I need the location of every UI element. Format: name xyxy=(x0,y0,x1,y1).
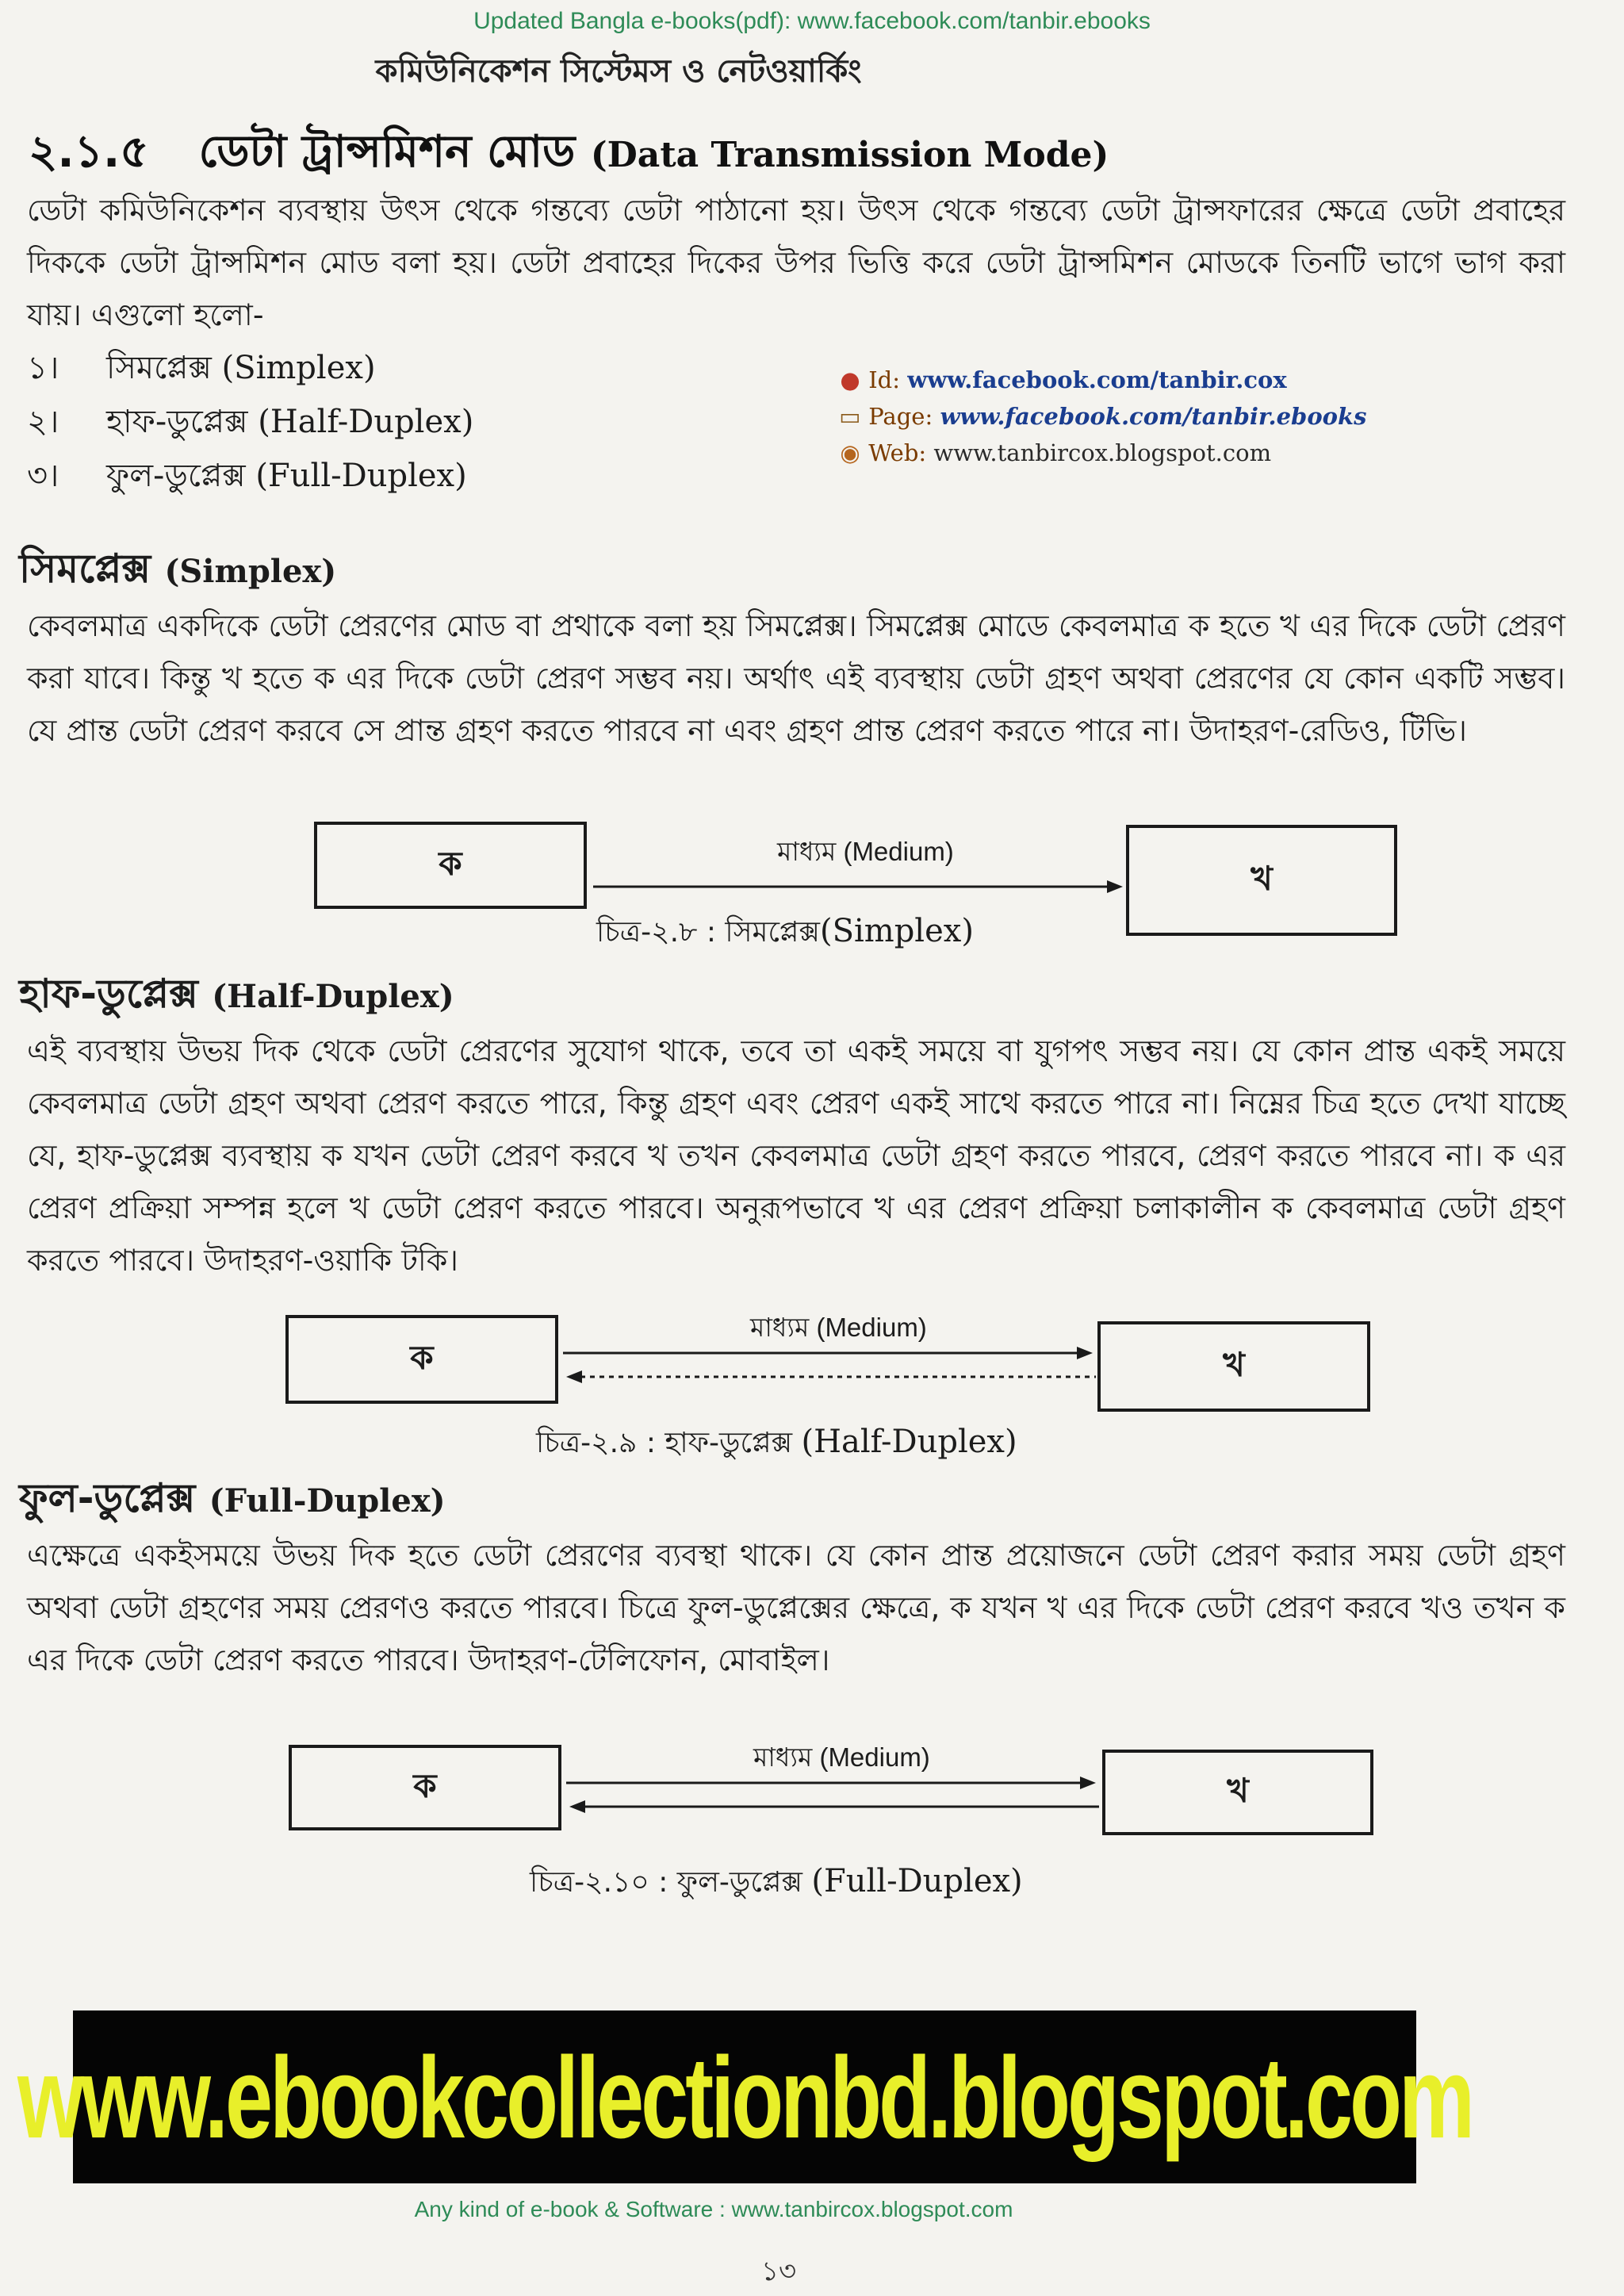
full-duplex-box-a-label: ক xyxy=(413,1765,437,1805)
half-duplex-box-b xyxy=(1097,1321,1370,1412)
promo-web-row[interactable] xyxy=(839,435,1366,471)
full-duplex-box-b xyxy=(1102,1750,1373,1835)
section-title xyxy=(29,117,1109,192)
half-duplex-heading xyxy=(19,964,454,1030)
list-number: ৩। xyxy=(27,458,59,494)
simplex-diagram-svg xyxy=(593,876,1124,899)
promo-web-link[interactable]: www.tanbircox.blogspot.com xyxy=(933,439,1272,466)
full-duplex-caption-en: (Full-Duplex) xyxy=(811,1863,1023,1899)
half-duplex-return-arrowhead xyxy=(566,1370,582,1383)
full-duplex-heading xyxy=(19,1469,446,1535)
full-duplex-diagram xyxy=(0,1729,1624,1856)
promo-id-link[interactable]: www.facebook.com/tanbir.cox xyxy=(907,366,1287,393)
half-duplex-heading-bn: হাফ-ডুপ্লেক্স xyxy=(19,971,198,1017)
half-duplex-heading-en: (Half-Duplex) xyxy=(212,978,454,1015)
promo-block xyxy=(839,362,1366,471)
simplex-box-b xyxy=(1126,825,1397,936)
half-duplex-medium-label: মাধ্যম (Medium) xyxy=(750,1313,927,1342)
list-item xyxy=(27,341,473,395)
simplex-medium-label: মাধ্যম (Medium) xyxy=(777,837,954,866)
full-duplex-heading-en: (Full-Duplex) xyxy=(209,1482,446,1520)
simplex-caption-en: (Simplex) xyxy=(819,913,974,949)
website-banner-text: www.ebookcollectionbd.blogspot.com xyxy=(17,2032,1473,2162)
half-duplex-box-a-label: ক xyxy=(410,1337,434,1377)
list-number: ১। xyxy=(27,350,59,386)
website-banner[interactable] xyxy=(17,2010,1473,2183)
full-duplex-diagram-svg xyxy=(566,1772,1099,1819)
simplex-heading-en: (Simplex) xyxy=(164,553,337,590)
simplex-heading-bn: সিমপ্লেক্স xyxy=(19,546,151,592)
half-duplex-caption-en: (Half-Duplex) xyxy=(801,1424,1017,1460)
half-duplex-forward-arrowhead xyxy=(1077,1347,1093,1359)
top-link[interactable]: Updated Bangla e-books(pdf): www.facebook.com/tanbir.ebooks xyxy=(473,8,1151,34)
simplex-heading xyxy=(19,539,336,605)
list-number: ২। xyxy=(27,404,59,440)
promo-page-label: Page: xyxy=(868,403,933,430)
simplex-box-a xyxy=(314,822,587,909)
half-duplex-box-a xyxy=(285,1315,558,1404)
intro-paragraph: ডেটা কমিউনিকেশন ব্যবস্থায় উৎস থেকে গন্তব্যে ডেটা পাঠানো হয়। উৎস থেকে গন্তব্যে ডেটা ট্রান্সফারের ক্ষেত্রে ডেটা প্রবাহের দিককে ডেটা ট্রান্সমিশন মোড বলা হয়। ডেটা প্রবাহের দিকের উপর ভিত্তি করে ডেটা ট্রান্সমিশন মোডকে তিনটি ভাগে ভাগ করা যায়। এগুলো হলো- xyxy=(27,193,1565,332)
pin-icon: ● xyxy=(840,366,860,393)
half-duplex-paragraph: এই ব্যবস্থায় উভয় দিক থেকে ডেটা প্রেরণের সুযোগ থাকে, তবে তা একই সময়ে বা যুগপৎ সম্ভব নয়। যে কোন প্রান্ত একই সময়ে কেবলমাত্র ডেটা গ্রহণ অথবা প্রেরণ করতে পারে, কিন্তু গ্রহণ এবং প্রেরণ একই সাথে করতে পারে না। নিম্নের চিত্র হতে দেখা যাচ্ছে যে, হাফ-ডুপ্লেক্স ব্যবস্থায় ক যখন ডেটা প্রেরণ করবে খ তখন কেবলমাত্র ডেটা গ্রহণ করতে পারবে, প্রেরণ করতে পারবে না। ক এর প্রেরণ প্রক্রিয়া সম্পন্ন হলে খ ডেটা প্রেরণ করতে পারবে। অনুরূপভাবে খ এর প্রেরণ প্রক্রিয়া চলাকালীন ক কেবলমাত্র ডেটা গ্রহণ করতে পারবে। উদাহরণ-ওয়াকি টকি। xyxy=(27,1033,1565,1278)
list-label-en: (Full-Duplex) xyxy=(255,458,467,494)
promo-page-row[interactable] xyxy=(839,398,1366,435)
bottom-link[interactable]: Any kind of e-book & Software : www.tanbircox.blogspot.com xyxy=(414,2197,1013,2221)
section-title-en: (Data Transmission Mode) xyxy=(590,135,1109,175)
list-label-bn: হাফ-ডুপ্লেক্স xyxy=(106,404,248,440)
list-label-en: (Half-Duplex) xyxy=(258,404,474,440)
promo-id-row[interactable] xyxy=(839,362,1366,398)
simplex-arrowhead xyxy=(1107,880,1123,893)
section-number: ২.১.৫ xyxy=(29,126,149,178)
promo-web-label: Web: xyxy=(868,439,927,466)
list-item xyxy=(27,449,473,503)
list-label-bn: ফুল-ডুপ্লেক্স xyxy=(106,458,246,494)
simplex-caption xyxy=(596,910,974,958)
full-duplex-caption-bn: চিত্র-২.১০ : ফুল-ডুপ্লেক্স xyxy=(530,1866,802,1899)
promo-page-link[interactable]: www.facebook.com/tanbir.ebooks xyxy=(940,403,1367,430)
half-duplex-diagram xyxy=(0,1301,1624,1428)
full-duplex-box-b-label: খ xyxy=(1227,1770,1249,1810)
full-duplex-return-arrowhead xyxy=(569,1800,585,1813)
mode-list xyxy=(27,341,473,503)
half-duplex-box-b-label: খ xyxy=(1223,1344,1245,1384)
list-item xyxy=(27,395,473,449)
section-title-bn: ডেটা ট্রান্সমিশন মোড xyxy=(198,126,576,178)
half-duplex-caption-bn: চিত্র-২.৯ : হাফ-ডুপ্লেক্স xyxy=(536,1427,793,1459)
half-duplex-diagram-svg xyxy=(563,1342,1096,1389)
book-icon: ▭ xyxy=(839,403,861,430)
list-label-en: (Simplex) xyxy=(221,350,376,386)
half-duplex-caption xyxy=(536,1421,1017,1469)
simplex-box-b-label: খ xyxy=(1251,858,1273,898)
list-label-bn: সিমপ্লেক্স xyxy=(106,350,212,386)
running-head: কমিউনিকেশন সিস্টেমস ও নেটওয়ার্কিং xyxy=(375,53,862,90)
globe-icon: ◉ xyxy=(840,439,860,466)
simplex-caption-bn: চিত্র-২.৮ : সিমপ্লেক্স xyxy=(596,916,820,949)
page-number: ১৩ xyxy=(761,2256,797,2287)
full-duplex-caption xyxy=(530,1861,1023,1908)
full-duplex-paragraph: এক্ষেত্রে একইসময়ে উভয় দিক হতে ডেটা প্রেরণের ব্যবস্থা থাকে। যে কোন প্রান্ত প্রয়োজনে ডেটা প্রেরণ করার সময় ডেটা গ্রহণ অথবা ডেটা গ্রহণের সময় প্রেরণও করতে পারবে। চিত্রে ফুল-ডুপ্লেক্সের ক্ষেত্রে, ক যখন খ এর দিকে ডেটা প্রেরণ করবে খও তখন ক এর দিকে ডেটা প্রেরণ করতে পারবে। উদাহরণ-টেলিফোন, মোবাইল। xyxy=(27,1538,1565,1677)
full-duplex-heading-bn: ফুল-ডুপ্লেক্স xyxy=(19,1475,196,1521)
promo-id-label: Id: xyxy=(868,366,901,393)
full-duplex-medium-label: মাধ্যম (Medium) xyxy=(753,1742,930,1772)
simplex-box-a-label: ক xyxy=(439,843,462,883)
full-duplex-box-a xyxy=(289,1745,561,1830)
simplex-paragraph: কেবলমাত্র একদিকে ডেটা প্রেরণের মোড বা প্রথাকে বলা হয় সিমপ্লেক্স। সিমপ্লেক্স মোডে কেবলমাত্র ক হতে খ এর দিকে ডেটা প্রেরণ করা যাবে। কিন্তু খ হতে ক এর দিকে ডেটা প্রেরণ সম্ভব নয়। অর্থাৎ এই ব্যবস্থায় ডেটা গ্রহণ অথবা প্রেরণের যে কোন একটি সম্ভব। যে প্রান্ত ডেটা প্রেরণ করবে সে প্রান্ত গ্রহণ করতে পারবে না এবং গ্রহণ প্রান্ত প্রেরণ করতে পারে না। উদাহরণ-রেডিও, টিভি। xyxy=(27,608,1565,748)
full-duplex-forward-arrowhead xyxy=(1080,1777,1096,1789)
